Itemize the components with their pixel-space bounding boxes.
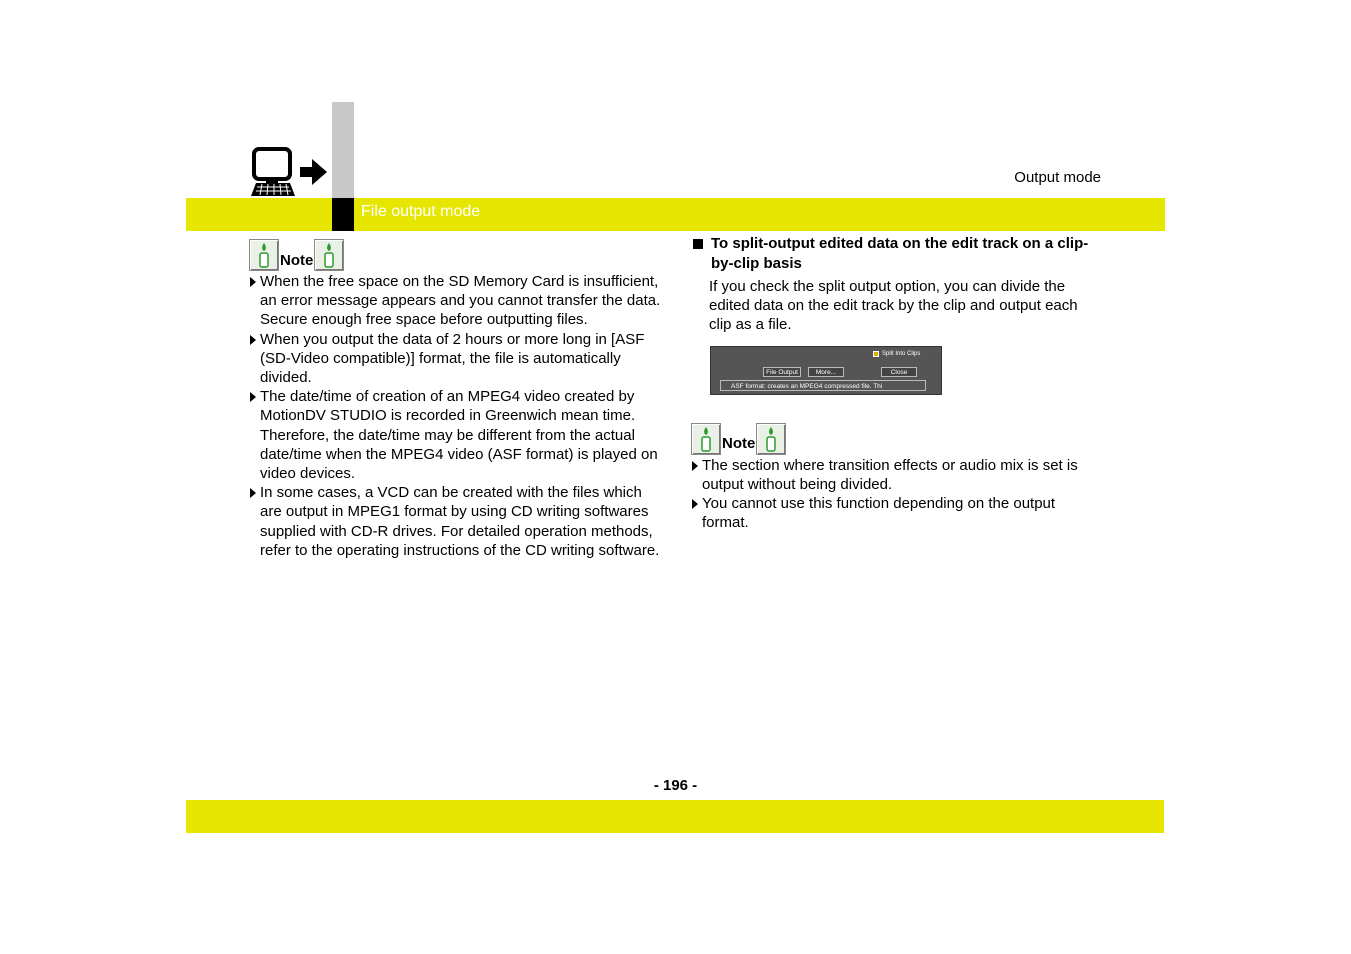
note-list (249, 272, 661, 560)
close-button[interactable]: Close (881, 367, 917, 377)
candle-icon (691, 423, 721, 455)
list-item: When the free space on the SD Memory Card is insufficient, an error message appears and you cannot transfer the data. Secure enough free space before outputting files. (249, 272, 661, 330)
candle-icon (314, 239, 344, 271)
computer-arrow-icon (250, 147, 330, 199)
dialog-screenshot (710, 346, 942, 395)
candle-icon (249, 239, 279, 271)
footer-bar (186, 800, 1164, 833)
left-column (249, 238, 661, 560)
list-item: The section where transition effects or audio mix is set is output without being divided. (691, 456, 1103, 494)
note-heading (249, 238, 661, 272)
note-label: Note (722, 435, 756, 453)
list-item: You cannot use this function depending on the output format. (691, 494, 1103, 532)
candle-icon (756, 423, 786, 455)
note-label: Note (280, 251, 314, 269)
section-heading (691, 234, 1103, 273)
square-bullet-icon (693, 239, 703, 249)
checkbox-checked-icon (873, 351, 879, 357)
list-item: The date/time of creation of an MPEG4 video created by MotionDV STUDIO is recorded in Greenwich mean time. Therefore, the date/time may be different from the actual date/time when the MPEG4 video (ASF format) is played on video devices. (249, 387, 661, 483)
status-text: ASF format: creates an MPEG4 compressed file. Thi (720, 380, 926, 391)
split-into-clips-checkbox[interactable] (873, 351, 920, 357)
right-column (691, 234, 1103, 532)
section-title: File output mode (361, 203, 481, 220)
checkbox-label: Split Into Clips (882, 350, 921, 357)
header-black-block (332, 198, 354, 231)
list-item: In some cases, a VCD can be created with the files which are output in MPEG1 format by using CD writing softwares supplied with CD-R drives. For detailed operation methods, refer to the operating instructions of the CD writing software. (249, 483, 661, 560)
body-paragraph: If you check the split output option, you can divide the edited data on the edit track by the clip and output each clip as a file. (709, 278, 1078, 334)
file-output-button[interactable]: File Output (763, 367, 801, 377)
note-heading (691, 422, 1103, 456)
more-button[interactable]: More... (808, 367, 844, 377)
header-gray-strip (332, 102, 354, 198)
running-head: Output mode (1014, 169, 1101, 186)
note-list (691, 456, 1103, 533)
page-number: - 196 - (653, 777, 698, 794)
list-item: When you output the data of 2 hours or more long in [ASF (SD-Video compatible)] format, the file is automatically divided. (249, 330, 661, 388)
section-heading-text: To split-output edited data on the edit track on a clip-by-clip basis (711, 235, 1089, 272)
